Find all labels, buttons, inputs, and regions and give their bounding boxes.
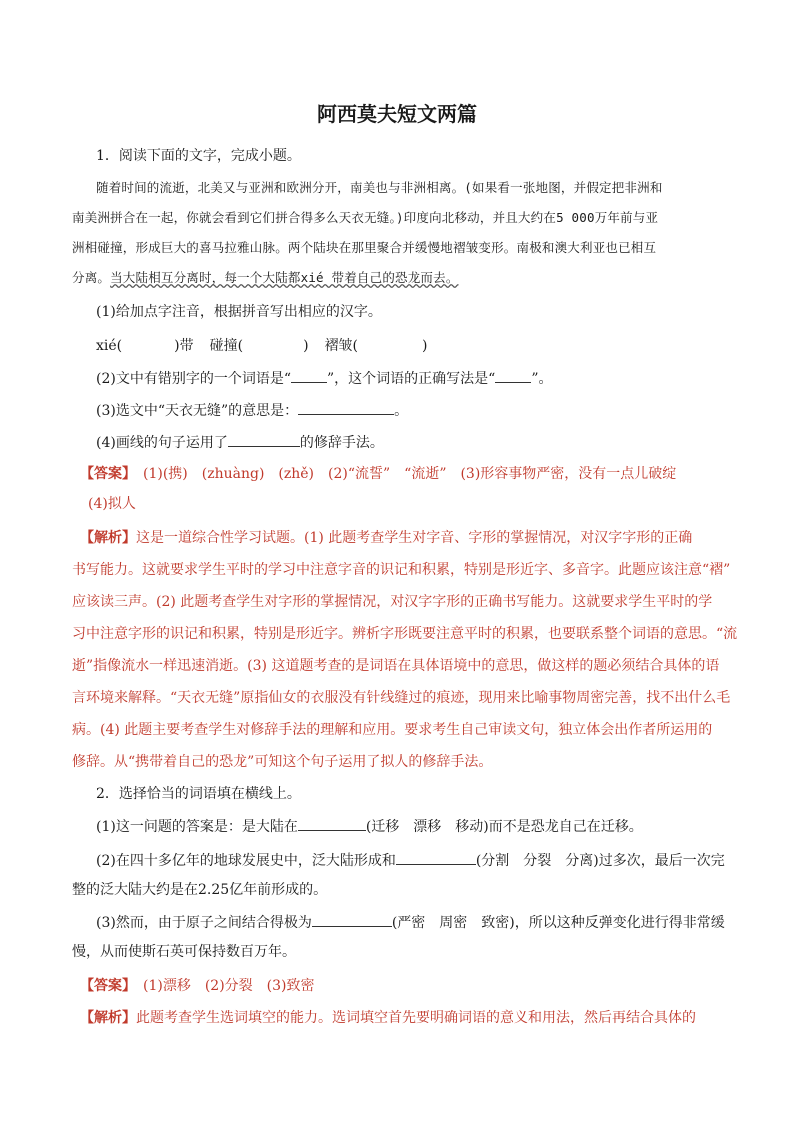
q1-analysis-line: 修辞。从“携带着自己的恐龙”可知这个句子运用了拟人的修辞手法。 <box>72 754 493 770</box>
q1-analysis-line: 【解析】这是一道综合性学习试题。(1) 此题考查学生对字音、字形的掌握情况，对汉字字形的正确 <box>80 530 693 546</box>
q2-stem: 2．选择恰当的词语填在横线上。 <box>96 786 301 802</box>
answer-blank[interactable] <box>228 432 300 447</box>
answer-blank[interactable] <box>495 368 531 383</box>
q1-sub4: (4)画线的句子运用了 的修辞手法。 <box>96 432 746 453</box>
q1-underlined-sentence: 当大陆相互分离时，每一个大陆都xié 带着自己的恐龙而去。 <box>110 270 459 285</box>
q2-analysis-line: 【解析】此题考查学生选词填空的能力。选词填空首先要明确词语的意义和用法，然后再结合具体的 <box>80 1010 696 1026</box>
q2-answer: 【答案】 (1)漂移 (2)分裂 (3)致密 <box>80 978 315 994</box>
q2-sentence-3: (3)然而，由于原子之间结合得极为 (严密 周密 致密)，所以这种反弹变化进行得非常缓 <box>96 912 756 933</box>
q1-analysis-line: 习中注意字形的识记和积累，特别是形近字。辨析字形既要注意平时的积累，也要联系整个词语的意思。“流 <box>72 626 738 642</box>
answer-blank[interactable] <box>298 816 366 831</box>
q2-sentence-1: (1)这一问题的答案是：是大陆在 (迁移 漂移 移动)而不是恐龙自己在迁移。 <box>96 816 746 837</box>
q1-passage-line: 分离。 <box>72 270 111 285</box>
answer-blank[interactable] <box>312 912 392 927</box>
q1-sub1: (1)给加点字注音，根据拼音写出相应的汉字。 <box>96 304 382 320</box>
q1-answer: 【答案】 (1)(携) (zhuàng) (zhě) (2)“流誓” “流逝” (3)形容事物严密，没有一点儿破绽 <box>80 466 677 482</box>
q1-analysis-line: 言环境来解释。“天衣无缝”原指仙女的衣服没有针线缝过的痕迹，现用来比喻事物周密完善，找不出什么毛 <box>72 690 731 706</box>
q1-analysis-line: 逝”指像流水一样迅速消逝。(3) 这道题考查的是词语在具体语境中的意思，做这样的题必须结合具体的语 <box>72 658 720 674</box>
q2-sentence-2-cont: 整的泛大陆大约是在2.25亿年前形成的。 <box>72 882 328 898</box>
q1-analysis-line: 书写能力。这就要求学生平时的学习中注意字音的识记和积累，特别是形近字、多音字。此题应该注意“褶” <box>72 562 731 578</box>
q1-stem: 1．阅读下面的文字，完成小题。 <box>96 148 301 164</box>
q2-sentence-2: (2)在四十多亿年的地球发展史中，泛大陆形成和 (分割 分裂 分离)过多次，最后一次完 <box>96 850 756 871</box>
q1-sub2: (2)文中有错别字的一个词语是“ ”，这个词语的正确写法是“ ”。 <box>96 368 746 389</box>
q1-analysis-line: 病。(4) 此题主要考查学生对修辞手法的理解和应用。要求考生自己审读文句，独立体会出作者所运用的 <box>72 722 713 738</box>
answer-blank[interactable] <box>291 368 327 383</box>
q2-sentence-3-cont: 慢，从而使斯石英可保持数百万年。 <box>72 944 296 960</box>
q1-passage-line: 洲相碰撞，形成巨大的喜马拉雅山脉。两个陆块在那里聚合并缓慢地褶皱变形。南极和澳大利亚也已相互 <box>72 240 657 255</box>
q1-sub3: (3)选文中“天衣无缝”的意思是： 。 <box>96 400 746 421</box>
q1-analysis-line: 应该读三声。(2) 此题考查学生对字形的掌握情况，对汉字字形的正确书写能力。这就要求学生平时的学 <box>72 594 713 610</box>
q1-passage-line: 随着时间的流逝，北美又与亚洲和欧洲分开，南美也与非洲相离。(如果看一张地图，并假定把非洲和 <box>96 180 663 195</box>
answer-blank[interactable] <box>298 400 394 415</box>
q1-sub1-items: xié( )带 碰撞( ) 褶皱( ) <box>96 338 428 354</box>
page-title: 阿西莫夫短文两篇 <box>317 102 477 126</box>
q1-passage-line: 南美洲拼合在一起，你就会看到它们拼合得多么天衣无缝。)印度向北移动，并且大约在5 000万年前与亚 <box>72 210 659 225</box>
q1-answer-cont: (4)拟人 <box>88 496 136 512</box>
answer-blank[interactable] <box>396 850 476 865</box>
